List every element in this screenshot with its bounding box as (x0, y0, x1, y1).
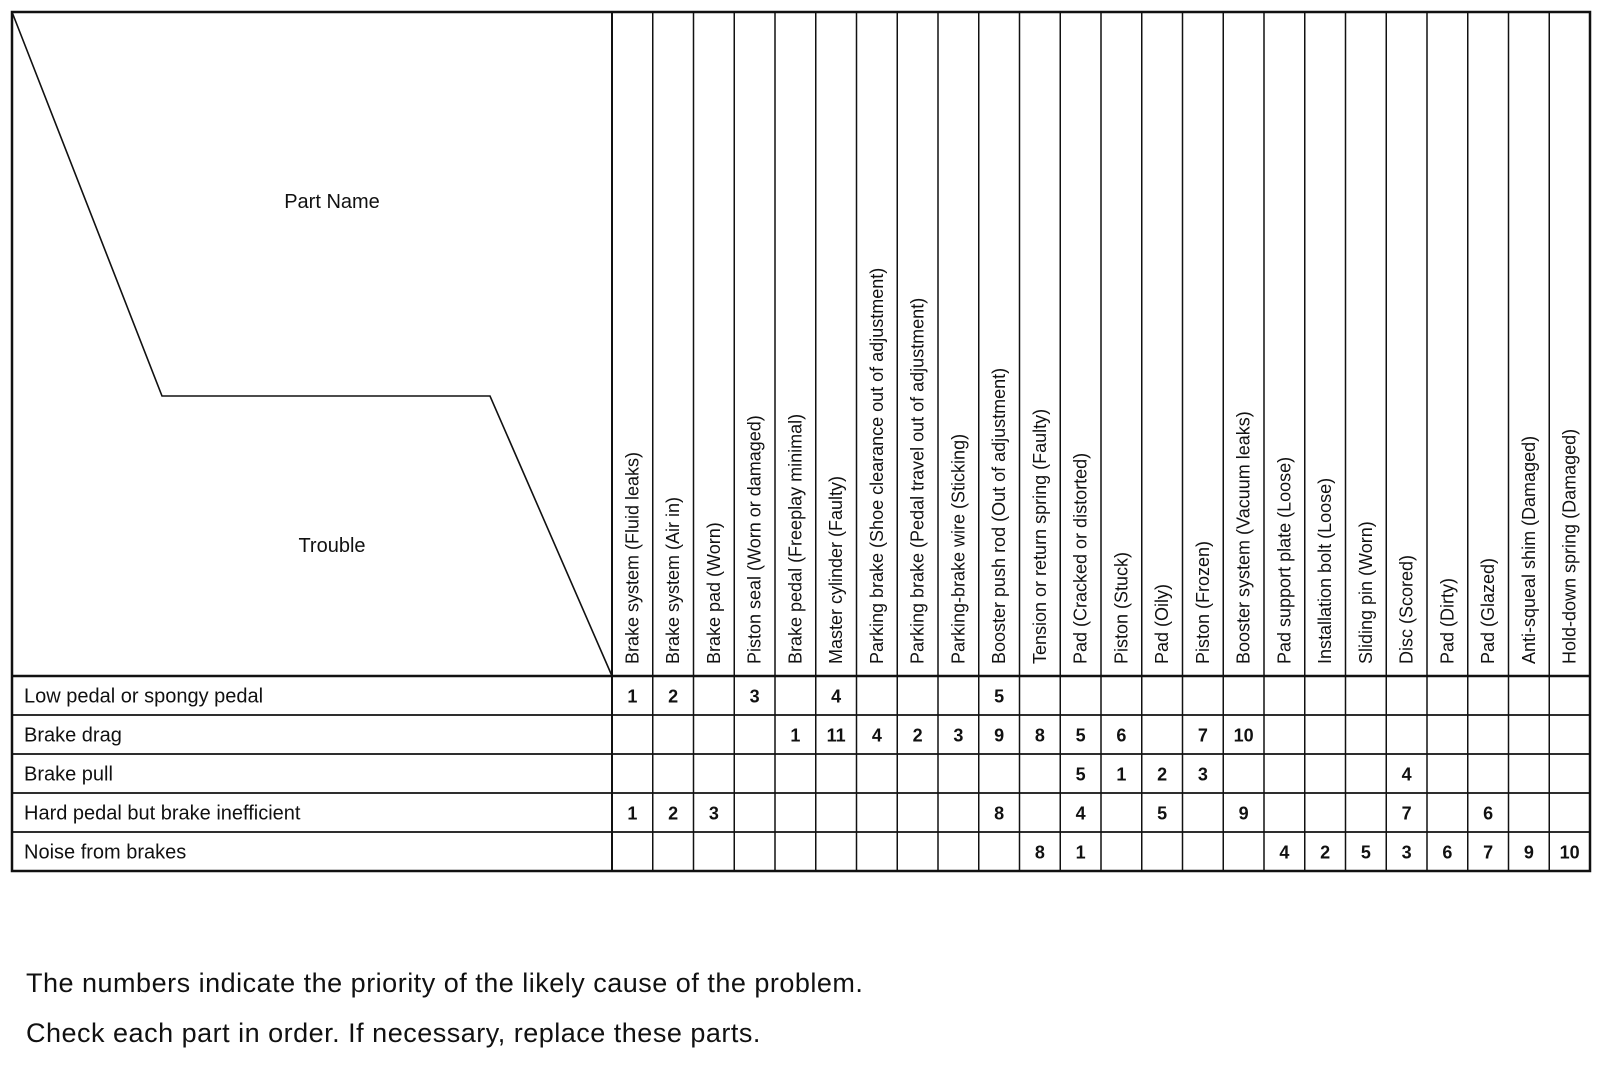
part-header-label: Piston (Stuck) (1111, 551, 1132, 664)
trouble-row-label: Low pedal or spongy pedal (24, 685, 264, 708)
priority-number: 3 (749, 686, 760, 707)
header-divider-line (12, 12, 612, 676)
priority-number: 2 (1320, 842, 1331, 863)
priority-number: 9 (1238, 803, 1249, 824)
priority-number: 1 (627, 803, 638, 824)
part-header-label: Tension or return spring (Faulty) (1029, 408, 1050, 664)
part-header-label: Anti-squeal shim (Damaged) (1518, 435, 1539, 664)
priority-number: 5 (1360, 842, 1371, 863)
part-header-label: Piston seal (Worn or damaged) (744, 415, 765, 664)
priority-number: 1 (627, 686, 638, 707)
trouble-row-label: Brake pull (24, 763, 113, 786)
priority-number: 8 (1034, 842, 1045, 863)
priority-number: 7 (1483, 842, 1494, 863)
priority-number: 6 (1442, 842, 1453, 863)
priority-number: 3 (1197, 764, 1208, 785)
priority-number: 10 (1559, 842, 1580, 863)
priority-number: 7 (1401, 803, 1412, 824)
priority-number: 4 (1279, 842, 1290, 863)
priority-number: 11 (826, 725, 846, 746)
part-header-label: Disc (Scored) (1396, 554, 1417, 664)
note-priority: The numbers indicate the priority of the likely cause of the problem. (26, 968, 864, 998)
trouble-row-label: Hard pedal but brake inefficient (24, 802, 301, 825)
priority-number: 7 (1197, 725, 1208, 746)
priority-number: 2 (668, 803, 679, 824)
priority-number: 4 (1401, 764, 1412, 785)
part-name-header: Part Name (284, 191, 380, 213)
trouble-row-label: Brake drag (24, 724, 122, 747)
trouble-header: Trouble (298, 535, 366, 557)
part-header-label: Sliding pin (Worn) (1355, 521, 1376, 664)
priority-number: 4 (871, 725, 882, 746)
priority-number: 6 (1483, 803, 1494, 824)
part-header-label: Installation bolt (Loose) (1315, 477, 1336, 664)
part-header-label: Master cylinder (Faulty) (826, 475, 847, 664)
part-header-label: Brake system (Air in) (663, 496, 684, 664)
note-check-parts: Check each part in order. If necessary, replace these parts. (26, 1018, 761, 1048)
priority-number: 2 (1157, 764, 1168, 785)
part-header-label: Pad (Glazed) (1478, 557, 1499, 664)
priority-number: 3 (953, 725, 964, 746)
part-header-label: Brake pedal (Freeplay minimal) (785, 413, 806, 664)
priority-number: 9 (1523, 842, 1534, 863)
priority-number: 8 (994, 803, 1005, 824)
priority-number: 1 (1075, 842, 1086, 863)
part-header-label: Hold-down spring (Damaged) (1559, 428, 1580, 664)
priority-number: 10 (1233, 725, 1254, 746)
part-header-label: Booster push rod (Out of adjustment) (989, 367, 1010, 664)
part-header-label: Pad (Dirty) (1437, 577, 1458, 664)
part-header-label: Piston (Frozen) (1192, 540, 1213, 664)
priority-number: 6 (1116, 725, 1127, 746)
part-header-label: Parking brake (Pedal travel out of adjustment) (907, 297, 928, 664)
trouble-rows (24, 686, 301, 864)
priority-number: 4 (1075, 803, 1086, 824)
priority-number: 3 (708, 803, 719, 824)
priority-number: 3 (1401, 842, 1412, 863)
part-header-label: Pad (Oily) (1152, 583, 1173, 664)
priority-number: 4 (831, 686, 842, 707)
priority-number: 5 (994, 686, 1005, 707)
part-header-label: Parking brake (Shoe clearance out of adjustment) (866, 267, 887, 664)
part-header-label: Pad (Cracked or distorted) (1070, 452, 1091, 664)
priority-number: 5 (1157, 803, 1168, 824)
priority-number: 2 (668, 686, 679, 707)
priority-number: 1 (1116, 764, 1127, 785)
part-header-label: Brake pad (Worn) (703, 522, 724, 664)
part-header-label: Booster system (Vacuum leaks) (1233, 411, 1254, 664)
priority-number: 2 (912, 725, 923, 746)
priority-number: 8 (1034, 725, 1045, 746)
part-header-label: Brake system (Fluid leaks) (622, 451, 643, 664)
priority-number: 5 (1075, 764, 1086, 785)
trouble-row-label: Noise from brakes (24, 841, 187, 864)
priority-number: 1 (790, 725, 801, 746)
part-header-label: Parking-brake wire (Sticking) (948, 433, 969, 664)
priority-number: 9 (994, 725, 1005, 746)
priority-cells (627, 687, 1579, 863)
priority-number: 5 (1075, 725, 1086, 746)
part-header-label: Pad support plate (Loose) (1274, 456, 1295, 664)
